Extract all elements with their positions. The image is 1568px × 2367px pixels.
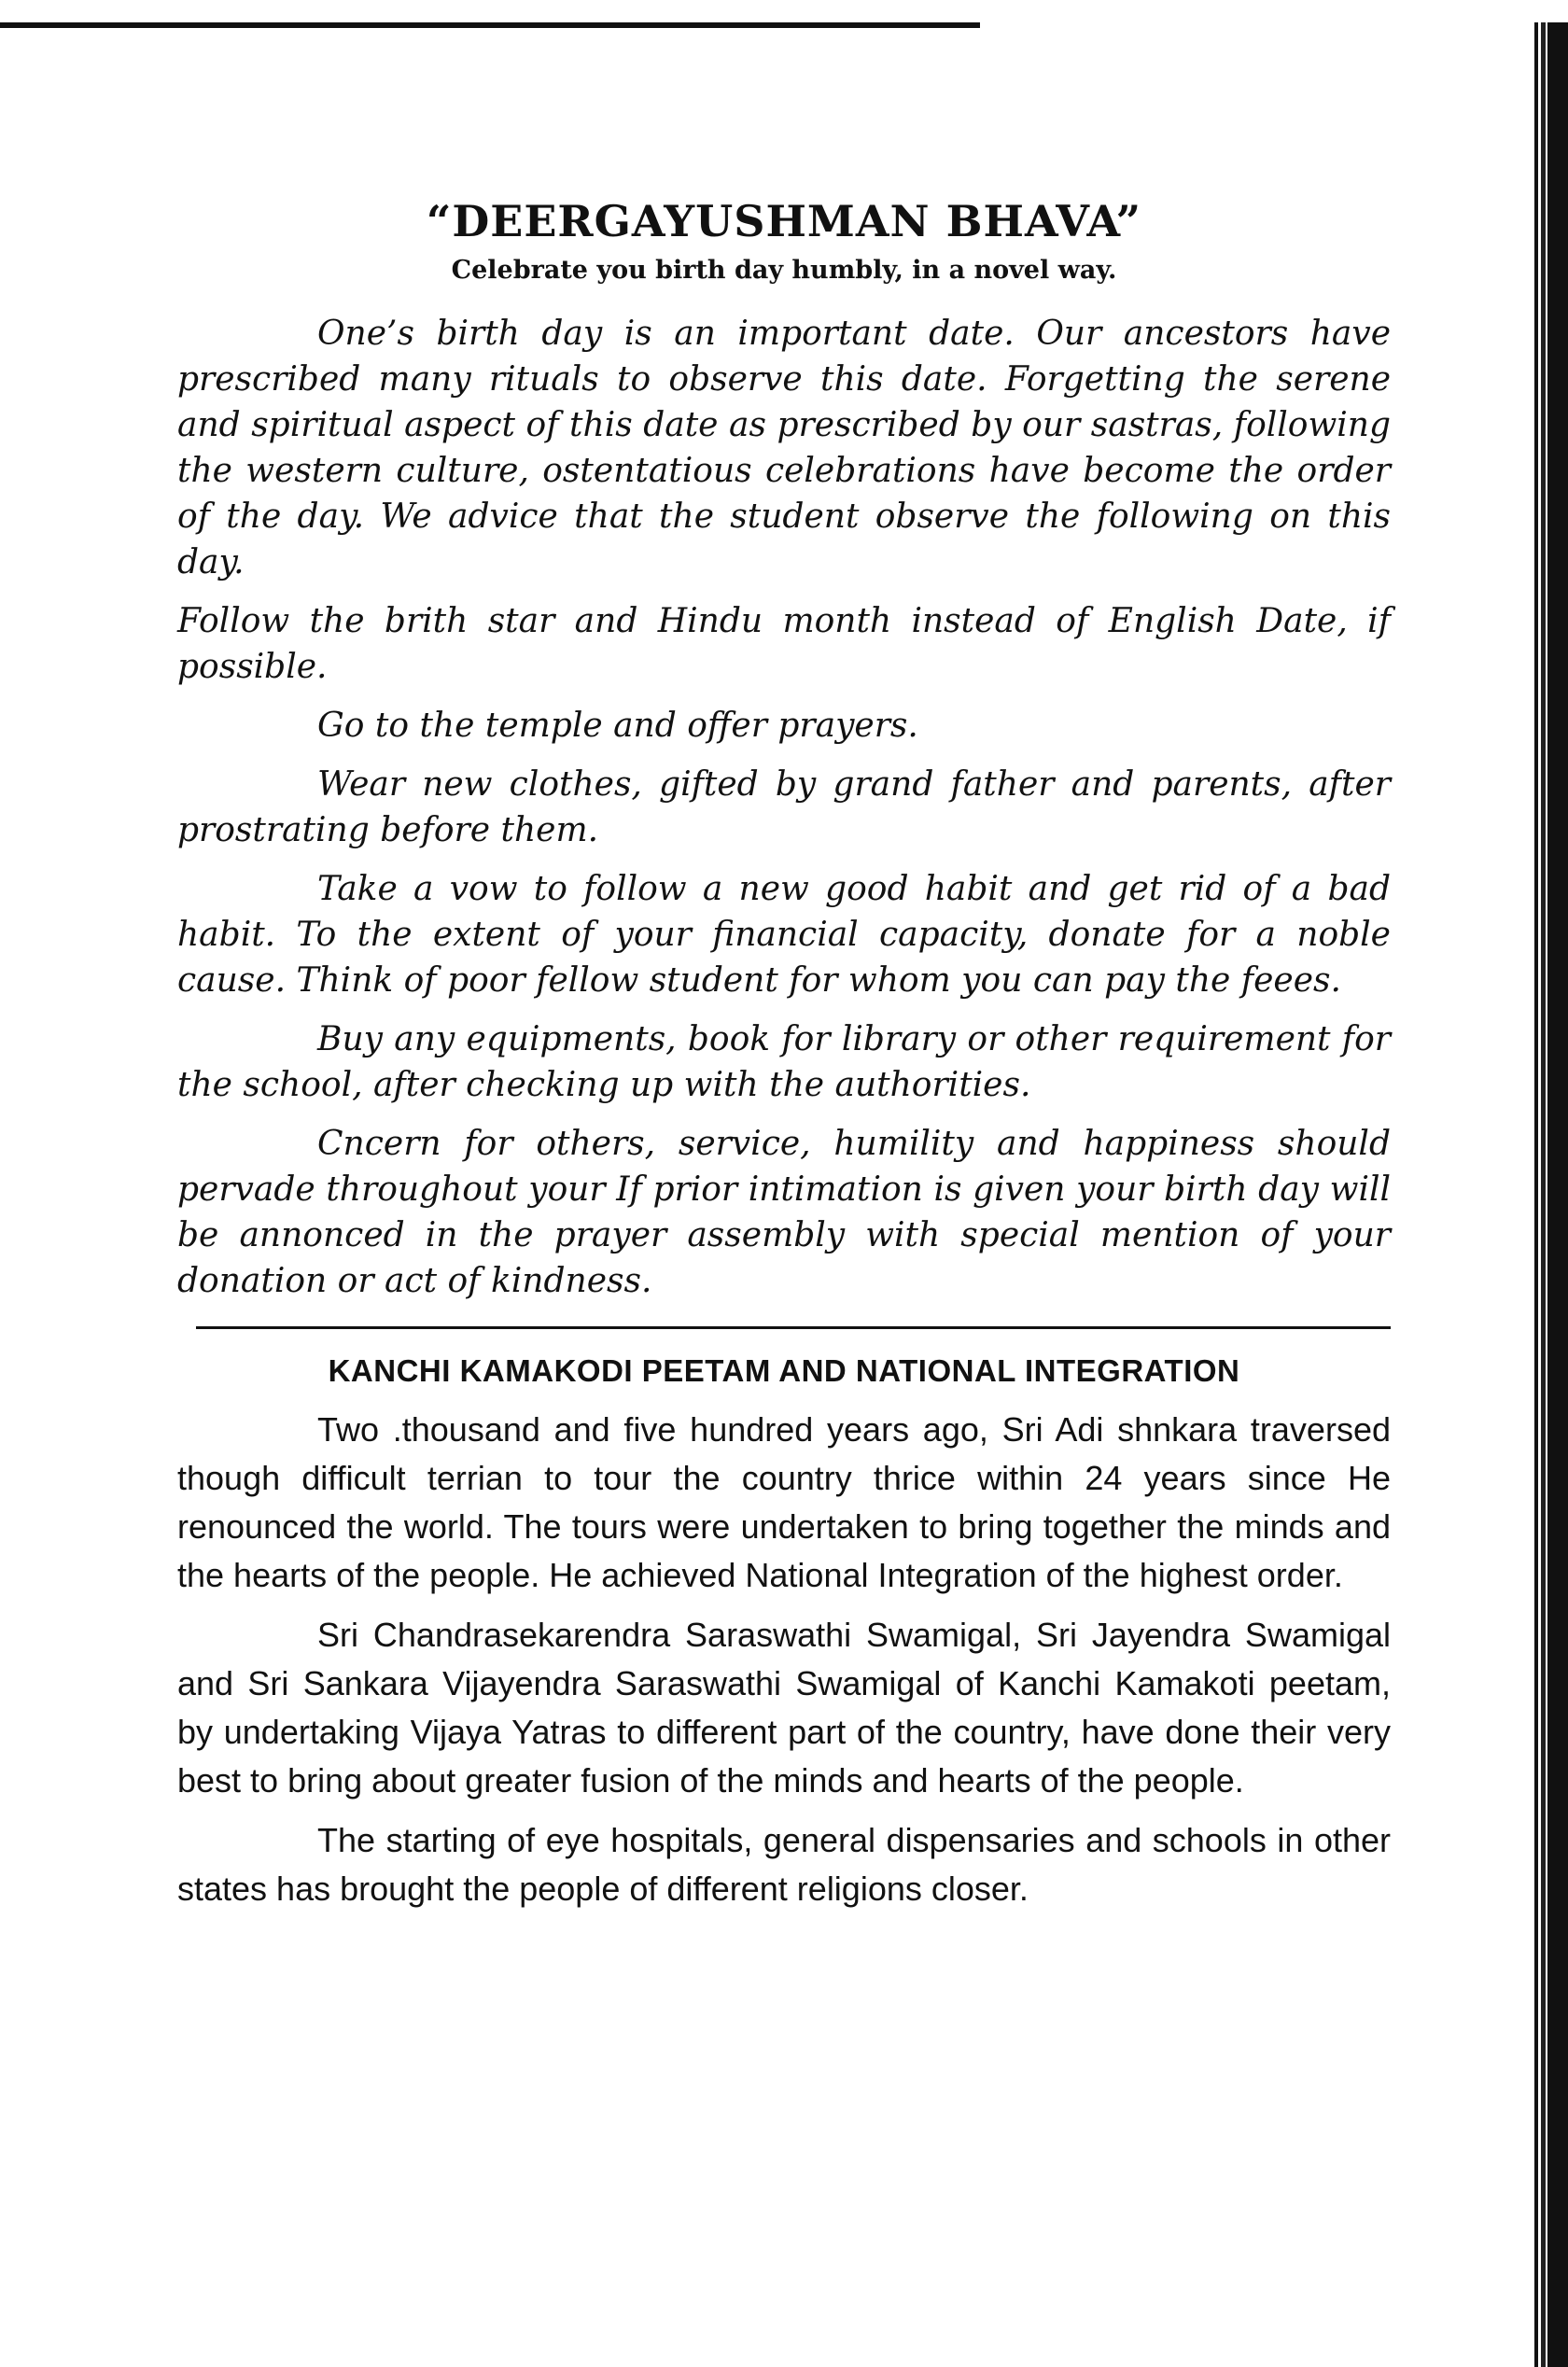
section-divider: [196, 1326, 1391, 1329]
article-paragraph: Cncern for others, service, humility and happiness should pervade throughout your If prior intimation is given your birth day will be annonced in the prayer assembly with special mention of your donation or act of kindness.: [177, 1125, 1391, 1300]
section-paragraph: Two .thousand and five hundred years ago, Sri Adi shnkara traversed though difficult terrian to tour the country thrice within 24 years since He renounced the world. The tours were undertaken to bring together the minds and the hearts of the people. He achieved National Integration of the highest order.: [177, 1410, 1391, 1594]
article-paragraph: Follow the brith star and Hindu month instead of English Date, if possible.: [177, 602, 1391, 686]
article-paragraph: One’s birth day is an important date. Our ancestors have prescribed many rituals to observe this date. Forgetting the serene and spiritual aspect of this date as prescribed by our sastras, following the western culture, ostentatious celebrations have become the order of the day. We advice that the student observe the following on this day.: [177, 315, 1391, 581]
integration-section: [177, 1353, 1391, 1913]
birthday-article: [177, 196, 1391, 1304]
article-title: “DEERGAYUSHMAN BHAVA”: [426, 196, 1142, 246]
section-paragraph: The starting of eye hospitals, general dispensaries and schools in other states has brought the people of different religions closer.: [177, 1821, 1391, 1908]
article-paragraph: Go to the temple and offer prayers.: [317, 707, 918, 745]
article-paragraph: Wear new clothes, gifted by grand father and parents, after prostrating before them.: [177, 765, 1391, 849]
section-heading: KANCHI KAMAKODI PEETAM AND NATIONAL INTEGRATION: [328, 1353, 1240, 1388]
scan-right-edge: [1534, 22, 1568, 2367]
article-paragraph: Take a vow to follow a new good habit and get rid of a bad habit. To the extent of your financial capacity, donate for a noble cause. Think of poor fellow student for whom you can pay the feees.: [177, 870, 1391, 1000]
article-paragraph: Buy any equipments, book for library or other requirement for the school, after checking up with the authorities.: [177, 1020, 1391, 1104]
section-paragraph: Sri Chandrasekarendra Saraswathi Swamigal, Sri Jayendra Swamigal and Sri Sankara Vijayendra Saraswathi Swamigal of Kanchi Kamakoti peetam, by undertaking Vijaya Yatras to different part of the country, have done their very best to bring about greater fusion of the minds and hearts of the people.: [177, 1616, 1391, 1800]
scan-top-edge: [0, 22, 980, 28]
page-content: [177, 196, 1391, 1925]
article-subtitle: Celebrate you birth day humbly, in a novel way.: [451, 256, 1117, 285]
